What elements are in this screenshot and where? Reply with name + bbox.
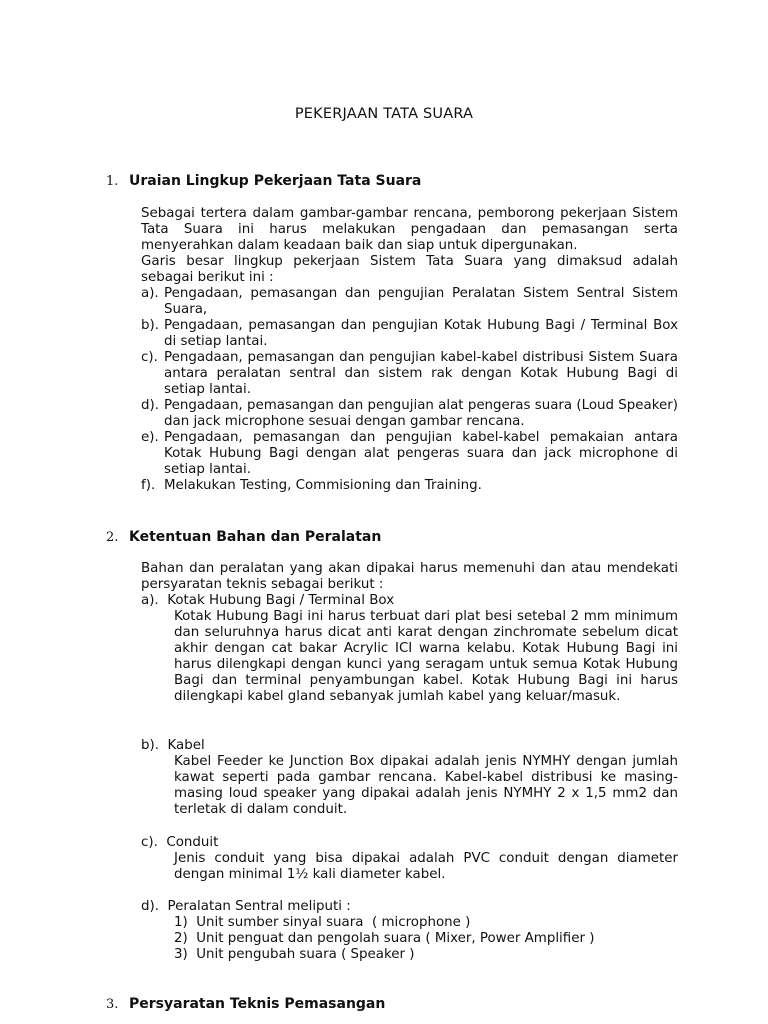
numbered-item: 3) Unit pengubah suara ( Speaker ) — [174, 947, 415, 962]
section-heading-3 — [106, 996, 385, 1013]
section-2-body — [141, 561, 678, 705]
section-2-cable — [141, 738, 678, 818]
list-text: Melakukan Testing, Commisioning dan Training. — [164, 478, 482, 493]
list-text: Pengadaan, pemasangan dan pengujian kabel-kabel pemakaian antara Kotak Hubung Bagi dengan alat pengeras suara dan jack microphone di setiap lantai. — [164, 430, 678, 477]
list-marker: b). — [141, 318, 159, 333]
section-title: Persyaratan Teknis Pemasangan — [129, 996, 386, 1012]
subitem-label: c). Conduit — [141, 835, 219, 850]
subitem-label: a). Kotak Hubung Bagi / Terminal Box — [141, 593, 395, 608]
list-item — [141, 430, 678, 478]
numbered-item: 1) Unit sumber sinyal suara ( microphone ) — [174, 915, 471, 930]
section-heading-1 — [106, 173, 421, 190]
list-text: Pengadaan, pemasangan dan pengujian Kotak Hubung Bagi / Terminal Box di setiap lantai. — [164, 318, 678, 349]
subitem-label: d). Peralatan Sentral meliputi : — [141, 899, 351, 914]
section-title: Ketentuan Bahan dan Peralatan — [129, 529, 382, 545]
paragraph: Garis besar lingkup pekerjaan Sistem Tata Suara yang dimaksud adalah sebagai berikut ini : — [141, 254, 678, 285]
list-item — [141, 350, 678, 398]
subitem-text: Jenis conduit yang bisa dipakai adalah PVC conduit dengan diameter dengan minimal 1½ kali diameter kabel. — [174, 851, 678, 882]
list-marker: d). — [141, 398, 159, 413]
section-2-conduit — [141, 835, 678, 883]
paragraph: Sebagai tertera dalam gambar-gambar rencana, pemborong pekerjaan Sistem Tata Suara ini harus melakukan pengadaan dan pemasangan serta menyerahkan dalam keadaan baik dan siap untuk dipergunakan. — [141, 206, 678, 253]
section-2-central — [141, 899, 678, 963]
list-item — [141, 318, 678, 350]
section-number: 2. — [106, 530, 119, 545]
section-number: 3. — [106, 997, 119, 1012]
list-marker: f). — [141, 478, 156, 493]
list-marker: a). — [141, 286, 159, 301]
subitem-text: Kotak Hubung Bagi ini harus terbuat dari plat besi setebal 2 mm minimum dan seluruhnya harus dicat anti karat dengan zinchromate sebelum dicat akhir dengan cat bakar Acrylic ICI warna kelabu. Kotak Hubung Bagi ini harus dilengkapi dengan kunci yang seragam untuk semua Kotak Hubung Bagi dan terminal penyambungan kabel. Kotak Hubung Bagi ini harus dilengkapi kabel gland sebanyak jumlah kabel yang keluar/masuk. — [174, 609, 678, 704]
list-text: Pengadaan, pemasangan dan pengujian Peralatan Sistem Sentral Sistem Suara, — [164, 286, 678, 317]
section-heading-2 — [106, 529, 381, 546]
numbered-item: 2) Unit penguat dan pengolah suara ( Mixer, Power Amplifier ) — [174, 931, 595, 946]
paragraph: Bahan dan peralatan yang akan dipakai harus memenuhi dan atau mendekati persyaratan teknis sebagai berikut : — [141, 561, 678, 592]
subitem-label: b). Kabel — [141, 738, 205, 753]
list-item — [141, 398, 678, 430]
list-item — [141, 286, 678, 318]
page-title: PEKERJAAN TATA SUARA — [294, 106, 474, 122]
subitem-text: Kabel Feeder ke Junction Box dipakai adalah jenis NYMHY dengan jumlah kawat seperti pada gambar rencana. Kabel-kabel distribusi ke masing-masing loud speaker yang dipakai adalah jenis NYMHY 2 x 1,5 mm2 dan terletak di dalam conduit. — [174, 754, 678, 817]
section-1-body — [141, 206, 678, 494]
list-item — [141, 478, 678, 494]
list-text: Pengadaan, pemasangan dan pengujian kabel-kabel distribusi Sistem Suara antara peralatan sentral dan sistem rak dengan Kotak Hubung Bagi di setiap lantai. — [164, 350, 678, 397]
section-title: Uraian Lingkup Pekerjaan Tata Suara — [129, 173, 422, 189]
section-number: 1. — [106, 174, 119, 189]
list-marker: c). — [141, 350, 158, 365]
list-text: Pengadaan, pemasangan dan pengujian alat pengeras suara (Loud Speaker) dan jack microphone sesuai dengan gambar rencana. — [164, 398, 678, 429]
list-marker: e). — [141, 430, 159, 445]
